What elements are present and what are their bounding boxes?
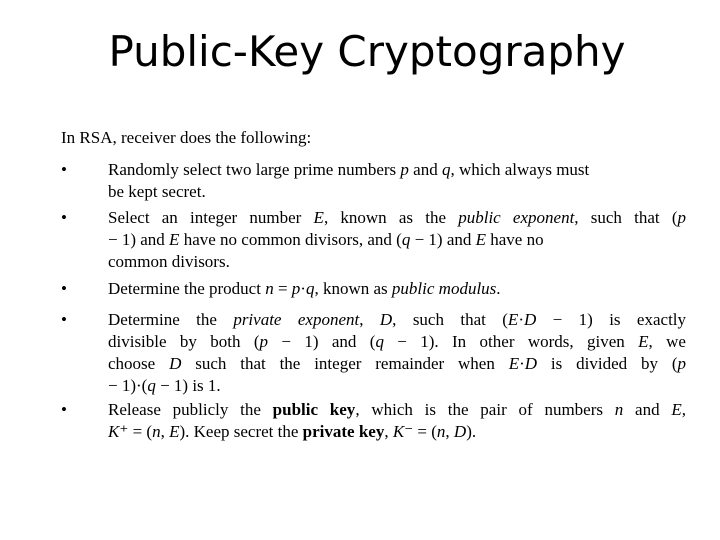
- text-run: ·: [518, 310, 524, 329]
- text-run: − 1) is exactly: [536, 310, 687, 329]
- text-run: Release publicly the: [108, 400, 273, 419]
- bullet-line: [108, 309, 686, 331]
- text-run: ,: [681, 400, 687, 419]
- slide-title: Public-Key Cryptography: [108, 27, 626, 76]
- text-run: − 1) and: [108, 230, 170, 249]
- text-run: choose: [108, 354, 170, 373]
- text-run: ·: [519, 354, 525, 373]
- text-run: E: [638, 332, 649, 351]
- text-run: n: [614, 400, 624, 419]
- text-run: divisible by both (: [108, 332, 260, 351]
- text-run: E: [313, 208, 324, 227]
- text-run: Determine the: [108, 310, 234, 329]
- bullet-text: [108, 399, 686, 443]
- text-run: p: [400, 160, 409, 179]
- text-run: K: [392, 422, 405, 441]
- bullet-marker: •: [61, 208, 67, 227]
- text-run: have no: [486, 230, 544, 249]
- text-run: n: [436, 422, 446, 441]
- text-run: have no common divisors, and (: [179, 230, 402, 249]
- text-run: p: [259, 332, 269, 351]
- text-run: E: [671, 400, 682, 419]
- text-run: , we: [648, 332, 686, 351]
- text-run: E: [475, 230, 487, 249]
- text-run: ·: [300, 279, 306, 298]
- text-run: Select an integer number: [108, 208, 314, 227]
- bullet-line: [108, 331, 686, 353]
- text-run: public key: [272, 400, 356, 419]
- text-run: ).: [466, 422, 477, 441]
- text-run: p: [291, 279, 301, 298]
- bullet-line: [108, 251, 686, 273]
- text-run: n: [265, 279, 274, 298]
- bullet-line: [108, 278, 686, 300]
- text-run: − 1) and (: [268, 332, 376, 351]
- text-run: , known as: [314, 279, 392, 298]
- text-run: D: [453, 422, 467, 441]
- bullet-line: [108, 399, 686, 421]
- text-run: , which always must: [450, 160, 590, 179]
- text-run: E: [508, 354, 520, 373]
- bullet-line: [108, 375, 686, 397]
- text-run: q: [441, 160, 451, 179]
- text-run: Randomly select two large prime numbers: [108, 160, 401, 179]
- text-run: ,: [445, 422, 454, 441]
- text-run: D: [379, 310, 393, 329]
- text-run: − 1)·(: [108, 376, 148, 395]
- bullet-line: [108, 421, 686, 443]
- text-run: − 1) is 1.: [155, 376, 221, 395]
- bullet-line: [108, 353, 686, 375]
- text-run: q: [147, 376, 156, 395]
- bullet-line: [108, 229, 686, 251]
- text-run: , such that (: [392, 310, 508, 329]
- text-run: E: [507, 310, 519, 329]
- text-run: D: [524, 354, 538, 373]
- text-run: − 1). In other words, given: [383, 332, 639, 351]
- text-run: , such that (: [574, 208, 678, 227]
- bullet-line: [108, 159, 686, 181]
- text-run: is divided by (: [537, 354, 678, 373]
- text-run: E: [169, 230, 180, 249]
- text-run: q: [401, 230, 411, 249]
- bullet-marker: •: [61, 310, 67, 329]
- text-run: private exponent: [233, 310, 360, 329]
- text-run: ⁺ = (: [119, 422, 153, 441]
- text-run: private key: [302, 422, 385, 441]
- text-run: be kept secret.: [108, 182, 206, 201]
- text-run: p: [677, 208, 686, 227]
- text-run: Determine the product: [108, 279, 266, 298]
- text-run: − 1) and: [410, 230, 476, 249]
- bullet-marker: •: [61, 400, 67, 419]
- bullet-text: [108, 207, 686, 273]
- text-run: q: [305, 279, 315, 298]
- intro-text: In RSA, receiver does the following:: [61, 128, 312, 147]
- text-run: q: [375, 332, 384, 351]
- text-run: ⁻ = (: [404, 422, 437, 441]
- text-run: ,: [384, 422, 393, 441]
- text-run: , known as the: [323, 208, 459, 227]
- text-run: ,: [160, 422, 170, 441]
- bullet-text: [108, 309, 686, 397]
- bullet-line: [108, 207, 686, 229]
- text-run: .: [496, 279, 501, 298]
- text-run: public exponent: [458, 208, 575, 227]
- text-run: public modulus: [391, 279, 497, 298]
- text-run: ,: [359, 310, 380, 329]
- bullet-line: [108, 181, 686, 203]
- text-run: K: [108, 422, 120, 441]
- text-run: , which is the pair of numbers: [355, 400, 615, 419]
- text-run: =: [273, 279, 292, 298]
- text-run: D: [169, 354, 182, 373]
- bullet-marker: •: [61, 279, 67, 298]
- text-run: p: [677, 354, 686, 373]
- text-run: E: [169, 422, 180, 441]
- text-run: such that the integer remainder when: [181, 354, 509, 373]
- text-run: D: [523, 310, 537, 329]
- bullet-text: [108, 278, 686, 300]
- text-run: and: [623, 400, 672, 419]
- text-run: n: [152, 422, 161, 441]
- text-run: ). Keep secret the: [179, 422, 303, 441]
- text-run: and: [408, 160, 442, 179]
- bullet-text: [108, 159, 686, 203]
- text-run: common divisors.: [108, 252, 230, 271]
- bullet-marker: •: [61, 160, 67, 179]
